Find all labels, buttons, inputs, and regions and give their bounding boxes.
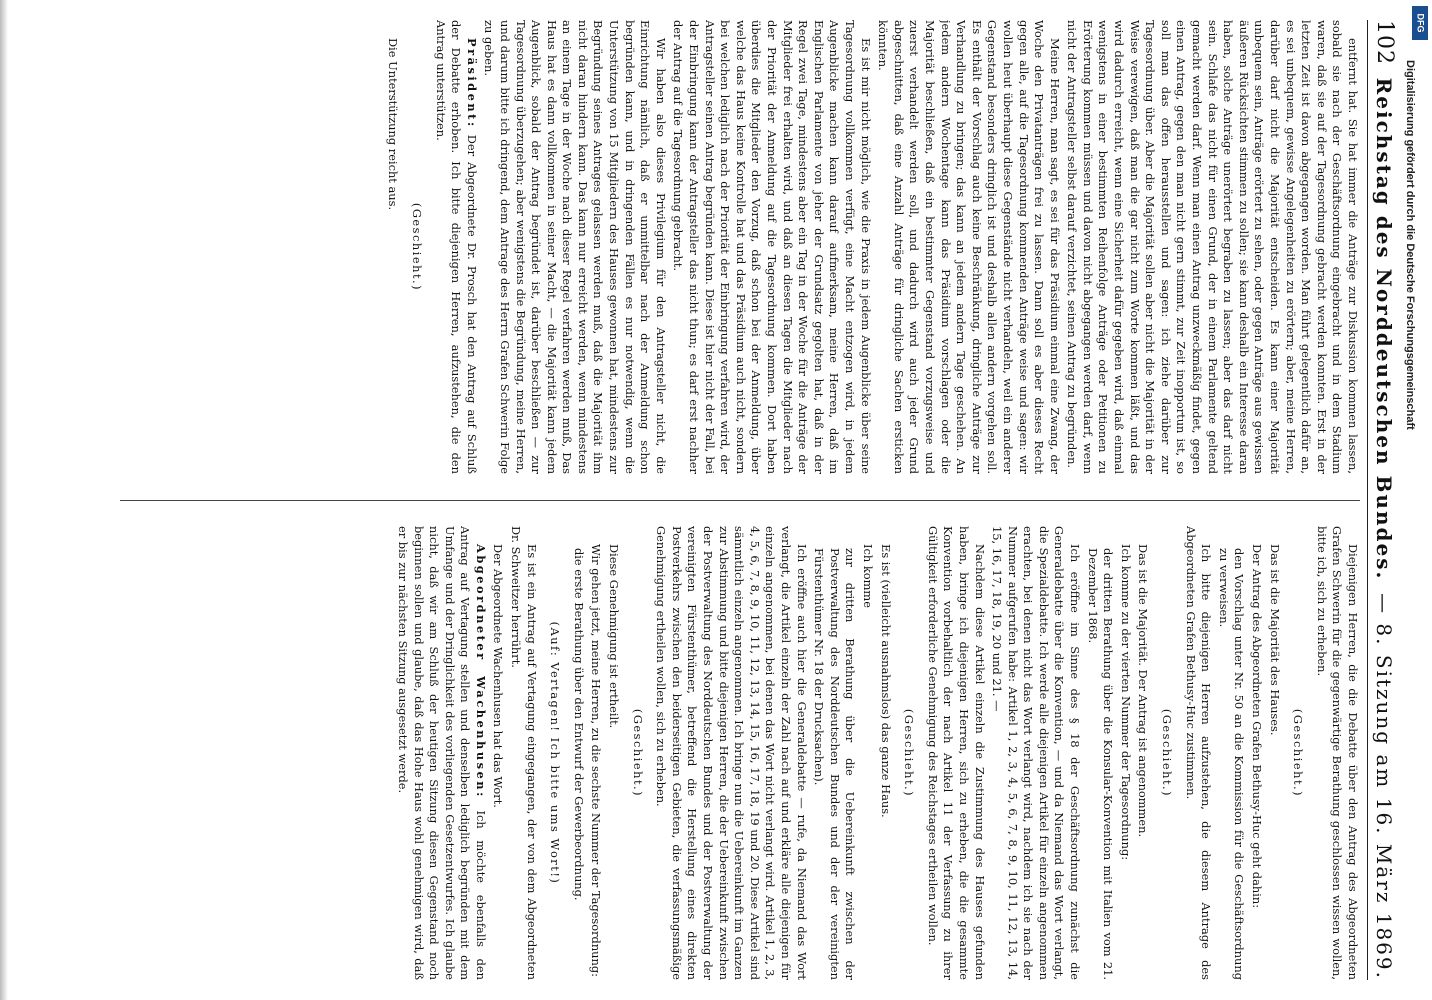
stage-direction: (Auf: Vertagen! Ich bitte ums Wort!) [548, 621, 563, 885]
agenda-item: der dritten Berathung über die Konsular-Konvention mit Italien vom 21. Dezember 1868. [1085, 548, 1116, 980]
speaker-name: Präsident: [464, 38, 479, 129]
speaker-text: Der Abgeordnete Dr. Prosch hat den Antrag auf Schluß der Debatte erhoben. Ich bitte diejenigen Herren, aufzustehen, die den Antrag unterstützen. [433, 20, 479, 474]
right-paragraph: Wir gehen jetzt, meine Herren, zu die sechste Nummer der Tagesordnung: [589, 544, 604, 977]
right-paragraph: Diese Genehmigung ist ertheilt. [607, 544, 622, 729]
left-paragraph: Die Unterstützung reicht aus. [386, 38, 401, 211]
scan-edge-shadow [0, 0, 8, 1000]
left-paragraph: Wir haben also dieses Privilegium für den Antragsteller nicht, die Einrichtung nämlich, daß er unmittelbar nach der Anmeldung schon begründen kann, und in dringenden Fällen es nur notwendig, wenn die Unterstützung von 15 Mitgliedern des Hauses gewonnen hat, mindestens zur Begründung seines Antrages gelassen werden muß, daß die Majorität ihm nicht daran hindern kann. Das kann nur erreicht werden, wenn mindestens an einem Tage in der Woche nach dieser Regel verfahren werden muß, Das Haus hat es dann vollkommen in seiner Macht, — die Majorität kann jedem Augenblick, sobald der Antrag begründet ist, darüber beschließen — zur Tagesordnung überzugehen; aber wenigstens die Begründung, meine Herren, und darum bitte ich dringend, dem Antrage des Herrn Grafen Schwerin Folge zu geben. [482, 20, 668, 474]
speaker-name: Abgeordneter Wachenhusen: [473, 544, 488, 799]
right-paragraph: Ich komme zu der vierten Nummer der Tagesordnung: [1118, 544, 1133, 861]
digitization-credit [1398, 60, 1422, 940]
right-paragraph: Diejenigen Herren, die die Debatte über den Antrag des Abgeordneten Grafen Schwerin für die gegenwärtige Berathung geschlossen wissen wollen, bitte ich, sich zu erheben. [1314, 526, 1360, 980]
right-paragraph: Es ist ein Antrag auf Vertagung eingegangen, der von dem Abgeordneten Dr. Schweitzer herrührt. [509, 526, 539, 980]
right-paragraph: Nachdem diese Artikel einzeln die Zustimmung des Hauses gefunden haben, bringe ich diejenigen Herren, sich zu erheben, die die gesammte Konvention vorbehaltlich der nach Artikel 11 der Verfassung zu ihrer Gültigkeit erforderliche Genehmigung des Reichstages ertheilen wollen. [925, 526, 987, 980]
speaker-text: Ich möchte ebenfalls den Antrag auf Vertagung stellen und denselben lediglich begründen mit dem Umfange und der Dringlichkeit des vorliegenden Gesetzentwurfes. Ich glaube nicht, daß wir am Schluß der heutigen Sitzung diesen Gegenstand noch beginnen sollen und glaube, daß das Hohe Haus wohl genehmigen wird, daß er bis zur nächsten Sitzung ausgesetzt werde. [395, 526, 488, 980]
stage-direction: (Geschieht.) [902, 708, 917, 798]
right-paragraph: Ich eröffne auch hier die Generaldebatte — rufe, da Niemand das Wort verlangt, die Artikel einzeln der Zahl nach auf und erkläre alle diejenigen für einzeln angenommen, bei denen das Wort nicht verlangt wird. Artikel 1, 2, 3, 4, 5, 6, 7, 8, 9, 10, 11, 12, 13, 14, 15, 16, 17, 18, 19 und 20. Diese Artikel sind sämmtlich einzeln angenommen. Ich bringe nun die Uebereinkunft im Ganzen zur Abstimmung und bitte diejenigen Herren, die der Uebereinkunft zwischen der Postverwaltung des Norddeutschen Bundes und der Postverwaltung der vereinigten Fürstenthümer, betreffend die Herstellung eines direkten Postverkehrs zwischen den beiderseitigen Gebieten, die verfassungsmäßige Genehmigung ertheilen wollen, sich zu erheben. [654, 526, 809, 980]
left-column [40, 20, 1360, 474]
stage-direction: (Geschieht.) [1291, 708, 1306, 798]
right-paragraph: Das ist die Majorität. Der Antrag ist angenommen. [1136, 544, 1151, 838]
president-remark [432, 20, 479, 474]
right-paragraph: Ich bitte diejenigen Herren aufzustehen, die diesem Antrage des Abgeordneten Grafen Bethusy-Huc zustimmen. [1183, 526, 1214, 980]
motion-text: den Vorschlag unter Nr. 50 an die Kommission für die Geschäftsordnung zu verweisen. [1216, 548, 1247, 980]
column-divider [120, 500, 1360, 501]
stage-direction: (Geschieht.) [409, 202, 424, 292]
left-paragraph: Es ist mir nicht möglich, wie die Praxis in jedem Augenblicke über seine Tagesordnung vollkommen verfügt, eine Macht entzogen wird, in jedem Augenblicke machen kann darauf aufmerksam, meine Herren, daß im Englischen Parlamente von jeher der Grundsatz gegolten hat, daß in der Regel zwei Tage, mindestens aber ein Tag in der Woche für die Anträge der Mitglieder frei erhalten wird, und daß an diesen Tagen die Mitglieder nach der Priorität der Anmeldung auf die Tagesordnung kommen. Dort haben überdies die Mitglieder den Vorzug, daß schon bei der Anmeldung, über welche das Haus keine Kontrolle hat und das Präsidium auch nicht, sondern bei welchen lediglich nach der Priorität der Einbringung verfahren wird, der Antragsteller seinen Antrag begründen kann. Diese ist hier nicht der Fall, bei der Einbringung kann der Antragsteller das nicht thun; es darf erst nachher der Antrag auf die Tagesordnung gebracht. [671, 20, 873, 474]
right-paragraph: Es ist (vielleicht ausnahmslos) das ganze Haus. [878, 544, 893, 818]
right-paragraph: Ich eröffne im Sinne des § 18 der Geschäftsordnung zunächst die Generaldebatte über die Konvention, — und da Niemand das Wort verlangt, die Spezialdebatte. Ich werde alle diejenigen Artikel für einzeln angenommen erachten, bei denen nicht das Wort verlangt wird, nachdem ich sie nach der Nummer aufgerufen habe: Artikel 1, 2, 3, 4, 5, 6, 7, 8, 9, 10, 11, 12, 13, 14, 15, 16, 17, 18, 19, 20 und 21. — [990, 526, 1083, 980]
page-number: 102 [1372, 20, 1397, 65]
header-right-title: — 8. Sitzung am 16. März 1869. [1372, 593, 1396, 980]
rotated-page-content [26, 20, 1406, 980]
dfg-logo [1412, 6, 1428, 40]
digitization-credit-text: Digitalisierung gefördert durch die Deutsche Forschungsgemeinschaft [1404, 60, 1416, 430]
left-paragraph: entfernt hat. Sie hat immer die Anträge zur Diskussion kommen lassen, sobald sie nach der Geschäftsordnung eingebracht und in dem Stadium waren, daß sie auf der Tagesordnung gebracht werden konnten. Erst in der letzten Zeit ist davon abgegangen worden. Man führt gelegentlich dafür an, es sei unbequem, gewisse Angelegenheiten zu erörtern; aber, meine Herren, darüber darf nicht die Majorität entscheiden. Es kann einer Majorität unbequem sein, Anträge erörtert zu sehen, oder gegen Anträge aus gewissen äußeren Rücksichten stimmen zu sollen; sie kann deshalb ein Interesse daran haben, solche Anträge unerörtert begraben zu lassen; aber das darf nicht sein. Schlafe das nicht für einen Grund, der in einem Parlamente geltend gemacht werden darf. Wenn man einen Antrag unzweckmäßig findet, gegen einen Antrag, gegen den man nicht gern stimmt, zur Zeit inopportun ist, so soll man das offen herausstellen und sagen: ich ziehe darüber zur Tagesordnung über. Aber die Majorität sollen aber nicht die Majorität in der Weise verewigen, daß man die gar nicht zum Worte kommen läßt, und das wird dadurch erreicht, wenn eine Sicherheit dafür gegeben wird, daß einmal wenigstens in einer bestimmten Reihenfolge Anträge oder Petitionen zu Erörterung kommen müssen und davon nicht abgegangen werden darf, wenn nicht der Antragsteller selbst darauf verzichtet, seinen Antrag zu begründen. [1065, 20, 1360, 474]
right-paragraph: Der Abgeordnete Wachenhusen hat das Wort. [491, 544, 506, 808]
stage-direction: (Geschieht.) [630, 708, 645, 798]
speech [394, 526, 488, 980]
agenda-item: zur dritten Berathung über die Uebereinkunft zwischen der Postverwaltung des Norddeutschen Bundes und der der vereinigten Fürstenthümer Nr. 18 der Drucksachen). [812, 548, 858, 980]
stage-direction: (Geschieht.) [1160, 708, 1175, 798]
left-paragraph: Meine Herren, man sagt, es sei für das Präsidium einmal eine Zwang, der Woche den Privatanträgen frei zu lassen. Dann soll es aber dieses Recht gegen alle, auf die Tagesordnung kommenden Anträge weise und sagen: wir wollen heut überhaupt diese Gegenstände nicht verhandeln, weil ein anderer Gegenstand besonders dringlich ist und deshalb allen andern vorgehen soll. Es enthält der Vorschlag auch keine Beschränkung, dringliche Anträge zur Verhandlung zu bringen; das kann an jedem andern Tage geschehen. An jedem andern Wochentage kann das Präsidium vorschlagen oder die Majorität beschließen, daß ein bestimmter Gegenstand vorzugsweise und zuerst verhandelt werden soll, und dadurch wird auch jeder Grund abgeschnitten, daß eine Anzahl Anträge für dringliche Sachen ersticken könnten. [876, 20, 1062, 474]
right-paragraph: Ich komme [860, 544, 875, 608]
right-paragraph: Der Antrag des Abgeordneten Grafen Bethusy-Huc geht dahin: [1250, 544, 1265, 909]
right-paragraph: Das ist die Majorität des Hauses. [1267, 544, 1282, 736]
header-left-title: Reichstag des Norddeutschen Bundes. [1372, 77, 1396, 581]
agenda-item: die erste Berathung über den Entwurf der Gewerbeordnung. [571, 548, 586, 901]
dfg-logo-text: DFG [1415, 13, 1425, 33]
right-column [40, 526, 1360, 980]
